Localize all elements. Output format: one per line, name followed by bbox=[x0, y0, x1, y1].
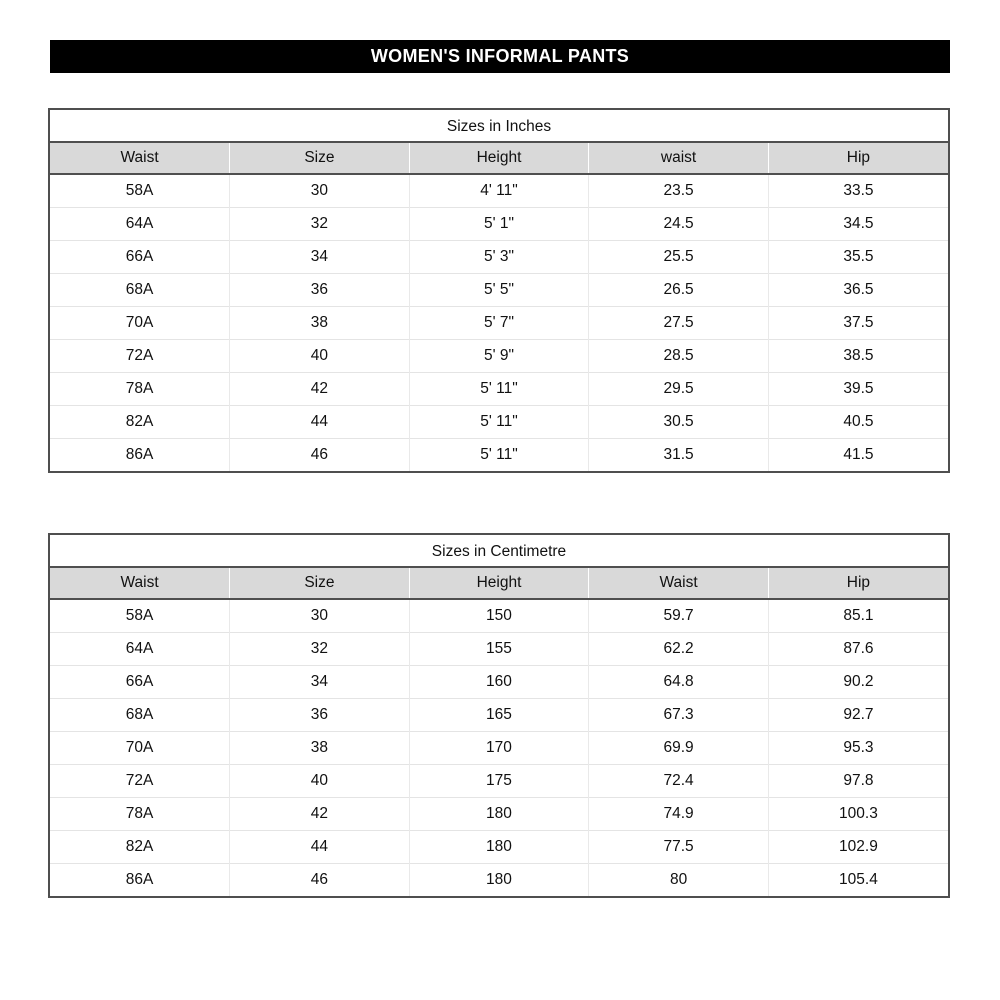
header-row bbox=[50, 568, 948, 599]
table-cell: 29.5 bbox=[589, 372, 769, 405]
table-cell: 100.3 bbox=[768, 797, 948, 830]
column-header: Height bbox=[409, 143, 589, 174]
table-cell: 5' 7" bbox=[409, 306, 589, 339]
table-cell: 68A bbox=[50, 273, 230, 306]
table-cell: 32 bbox=[230, 632, 410, 665]
table-row bbox=[50, 273, 948, 306]
table-row bbox=[50, 339, 948, 372]
table-cell: 97.8 bbox=[768, 764, 948, 797]
table-cell: 30 bbox=[230, 174, 410, 207]
column-header: Hip bbox=[768, 143, 948, 174]
table-cell: 70A bbox=[50, 731, 230, 764]
centimetre-table bbox=[50, 568, 948, 896]
table-cell: 86A bbox=[50, 863, 230, 896]
table-row bbox=[50, 438, 948, 471]
table-cell: 62.2 bbox=[589, 632, 769, 665]
table-cell: 85.1 bbox=[768, 599, 948, 632]
table-row bbox=[50, 863, 948, 896]
table-cell: 44 bbox=[230, 830, 410, 863]
table-cell: 41.5 bbox=[768, 438, 948, 471]
inches-table bbox=[50, 143, 948, 471]
table-cell: 58A bbox=[50, 599, 230, 632]
table-cell: 64.8 bbox=[589, 665, 769, 698]
size-table-inches bbox=[48, 108, 950, 473]
table-row bbox=[50, 764, 948, 797]
column-header: Waist bbox=[50, 143, 230, 174]
table-cell: 35.5 bbox=[768, 240, 948, 273]
table-cell: 23.5 bbox=[589, 174, 769, 207]
table-cell: 5' 9" bbox=[409, 339, 589, 372]
table-cell: 30 bbox=[230, 599, 410, 632]
table-cell: 180 bbox=[409, 830, 589, 863]
table-cell: 40.5 bbox=[768, 405, 948, 438]
table-cell: 170 bbox=[409, 731, 589, 764]
column-header: Height bbox=[409, 568, 589, 599]
table-cell: 28.5 bbox=[589, 339, 769, 372]
table-cell: 31.5 bbox=[589, 438, 769, 471]
table-cell: 92.7 bbox=[768, 698, 948, 731]
table-cell: 4' 11" bbox=[409, 174, 589, 207]
table-cell: 38 bbox=[230, 731, 410, 764]
table-cell: 67.3 bbox=[589, 698, 769, 731]
table-cell: 105.4 bbox=[768, 863, 948, 896]
table-cell: 40 bbox=[230, 764, 410, 797]
table-row bbox=[50, 731, 948, 764]
table-cell: 180 bbox=[409, 797, 589, 830]
table-cell: 39.5 bbox=[768, 372, 948, 405]
column-header: Waist bbox=[589, 568, 769, 599]
table-cell: 46 bbox=[230, 438, 410, 471]
table-cell: 34 bbox=[230, 240, 410, 273]
table-cell: 77.5 bbox=[589, 830, 769, 863]
table-cell: 150 bbox=[409, 599, 589, 632]
table-cell: 33.5 bbox=[768, 174, 948, 207]
table-cell: 86A bbox=[50, 438, 230, 471]
table-cell: 5' 11" bbox=[409, 438, 589, 471]
table-cell: 27.5 bbox=[589, 306, 769, 339]
table-row bbox=[50, 797, 948, 830]
table-cell: 160 bbox=[409, 665, 589, 698]
table-cell: 32 bbox=[230, 207, 410, 240]
page-title: WOMEN'S INFORMAL PANTS bbox=[370, 46, 630, 66]
table-cell: 42 bbox=[230, 372, 410, 405]
centimetre-table-body bbox=[50, 599, 948, 896]
table-cell: 5' 3" bbox=[409, 240, 589, 273]
table-row bbox=[50, 632, 948, 665]
table-cell: 59.7 bbox=[589, 599, 769, 632]
size-table-centimetre bbox=[48, 533, 950, 898]
table-cell: 64A bbox=[50, 632, 230, 665]
table-cell: 80 bbox=[589, 863, 769, 896]
table-cell: 69.9 bbox=[589, 731, 769, 764]
page-title-banner bbox=[50, 40, 950, 73]
table-cell: 5' 11" bbox=[409, 405, 589, 438]
table-cell: 155 bbox=[409, 632, 589, 665]
table-cell: 74.9 bbox=[589, 797, 769, 830]
table-row bbox=[50, 372, 948, 405]
column-header: Hip bbox=[768, 568, 948, 599]
table-cell: 36.5 bbox=[768, 273, 948, 306]
table-cell: 40 bbox=[230, 339, 410, 372]
table-cell: 38.5 bbox=[768, 339, 948, 372]
table-cell: 36 bbox=[230, 273, 410, 306]
table-cell: 175 bbox=[409, 764, 589, 797]
table-row bbox=[50, 240, 948, 273]
header-row bbox=[50, 143, 948, 174]
table-cell: 78A bbox=[50, 372, 230, 405]
column-header: Waist bbox=[50, 568, 230, 599]
table-cell: 66A bbox=[50, 665, 230, 698]
table-cell: 5' 5" bbox=[409, 273, 589, 306]
table-cell: 72A bbox=[50, 339, 230, 372]
table-cell: 42 bbox=[230, 797, 410, 830]
table-row bbox=[50, 599, 948, 632]
inches-table-body bbox=[50, 174, 948, 471]
table-cell: 38 bbox=[230, 306, 410, 339]
table-cell: 30.5 bbox=[589, 405, 769, 438]
table-cell: 72A bbox=[50, 764, 230, 797]
table-cell: 72.4 bbox=[589, 764, 769, 797]
table-cell: 82A bbox=[50, 830, 230, 863]
table-cell: 102.9 bbox=[768, 830, 948, 863]
table-cell: 58A bbox=[50, 174, 230, 207]
table-row bbox=[50, 830, 948, 863]
table-cell: 24.5 bbox=[589, 207, 769, 240]
table-row bbox=[50, 174, 948, 207]
column-header: waist bbox=[589, 143, 769, 174]
table-cell: 78A bbox=[50, 797, 230, 830]
table-cell: 34 bbox=[230, 665, 410, 698]
table-cell: 95.3 bbox=[768, 731, 948, 764]
table-cell: 64A bbox=[50, 207, 230, 240]
table-cell: 37.5 bbox=[768, 306, 948, 339]
table-row bbox=[50, 698, 948, 731]
column-header: Size bbox=[230, 143, 410, 174]
table-caption-centimetre: Sizes in Centimetre bbox=[50, 535, 948, 568]
table-cell: 34.5 bbox=[768, 207, 948, 240]
table-cell: 90.2 bbox=[768, 665, 948, 698]
table-row bbox=[50, 665, 948, 698]
table-cell: 180 bbox=[409, 863, 589, 896]
table-cell: 165 bbox=[409, 698, 589, 731]
table-cell: 25.5 bbox=[589, 240, 769, 273]
table-row bbox=[50, 306, 948, 339]
table-row bbox=[50, 405, 948, 438]
table-row bbox=[50, 207, 948, 240]
table-cell: 46 bbox=[230, 863, 410, 896]
table-cell: 68A bbox=[50, 698, 230, 731]
table-cell: 44 bbox=[230, 405, 410, 438]
table-cell: 5' 1" bbox=[409, 207, 589, 240]
table-cell: 87.6 bbox=[768, 632, 948, 665]
column-header: Size bbox=[230, 568, 410, 599]
table-cell: 5' 11" bbox=[409, 372, 589, 405]
table-cell: 70A bbox=[50, 306, 230, 339]
table-caption-inches: Sizes in Inches bbox=[50, 110, 948, 143]
table-cell: 82A bbox=[50, 405, 230, 438]
table-cell: 26.5 bbox=[589, 273, 769, 306]
table-cell: 36 bbox=[230, 698, 410, 731]
table-cell: 66A bbox=[50, 240, 230, 273]
